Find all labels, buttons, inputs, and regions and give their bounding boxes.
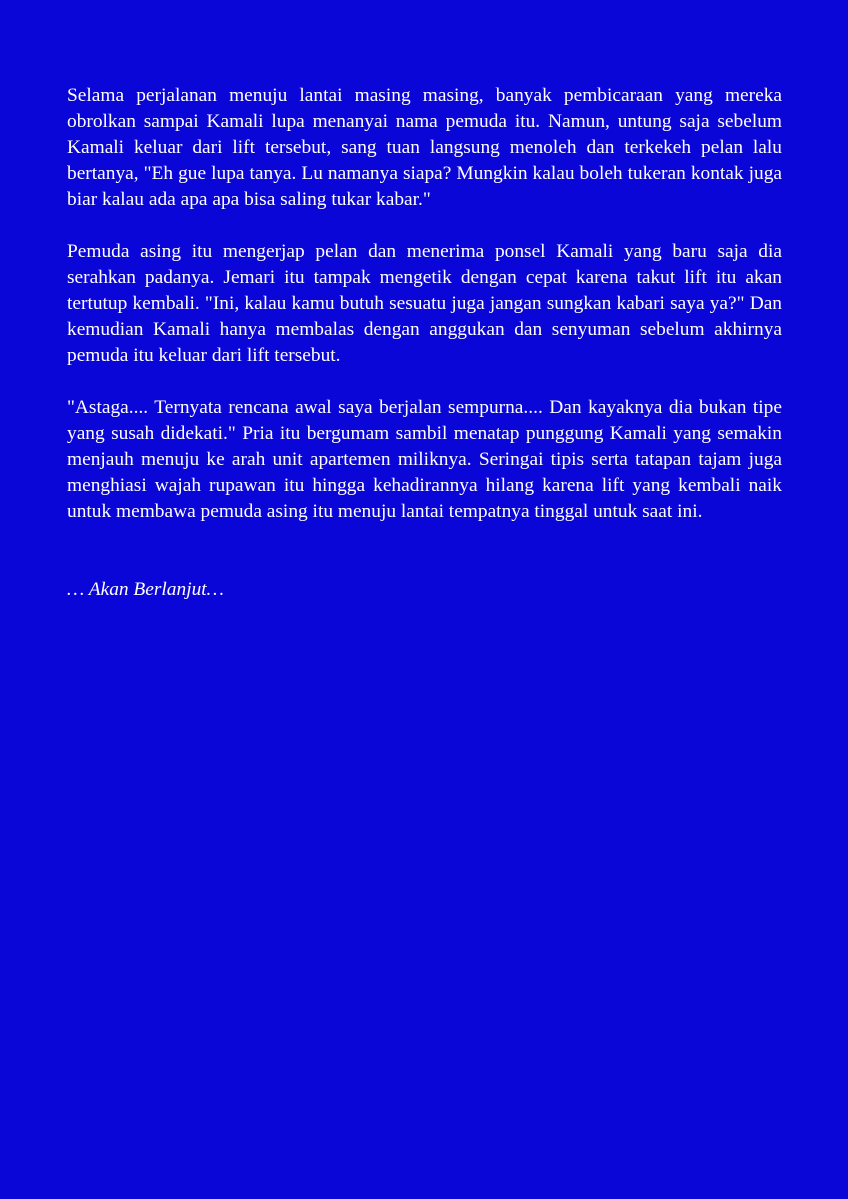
paragraph-3: "Astaga.... Ternyata rencana awal saya berjalan sempurna.... Dan kayaknya dia bukan tipe yang susah didekati." Pria itu bergumam sambil menatap punggung Kamali yang semakin menjauh menuju ke arah unit apartemen miliknya. Seringai tipis serta tatapan tajam juga menghiasi wajah rupawan itu hingga kehadirannya hilang karena lift yang kembali naik untuk membawa pemuda asing itu menuju lantai tempatnya tinggal untuk saat ini. bbox=[67, 397, 782, 522]
to-be-continued-text: … Akan Berlanjut… bbox=[67, 579, 224, 600]
paragraph-2: Pemuda asing itu mengerjap pelan dan menerima ponsel Kamali yang baru saja dia serahkan padanya. Jemari itu tampak mengetik dengan cepat karena takut lift itu akan tertutup kembali. "Ini, kalau kamu butuh sesuatu juga jangan sungkan kabari saya ya?" Dan kemudian Kamali hanya membalas dengan anggukan dan senyuman sebelum akhirnya pemuda itu keluar dari lift tersebut. bbox=[67, 241, 782, 366]
paragraph-1: Selama perjalanan menuju lantai masing masing, banyak pembicaraan yang mereka obrolkan sampai Kamali lupa menanyai nama pemuda itu. Namun, untung saja sebelum Kamali keluar dari lift tersebut, sang tuan langsung menoleh dan terkekeh pelan lalu bertanya, "Eh gue lupa tanya. Lu namanya siapa? Mungkin kalau boleh tukeran kontak juga biar kalau ada apa apa bisa saling tukar kabar." bbox=[67, 85, 782, 210]
